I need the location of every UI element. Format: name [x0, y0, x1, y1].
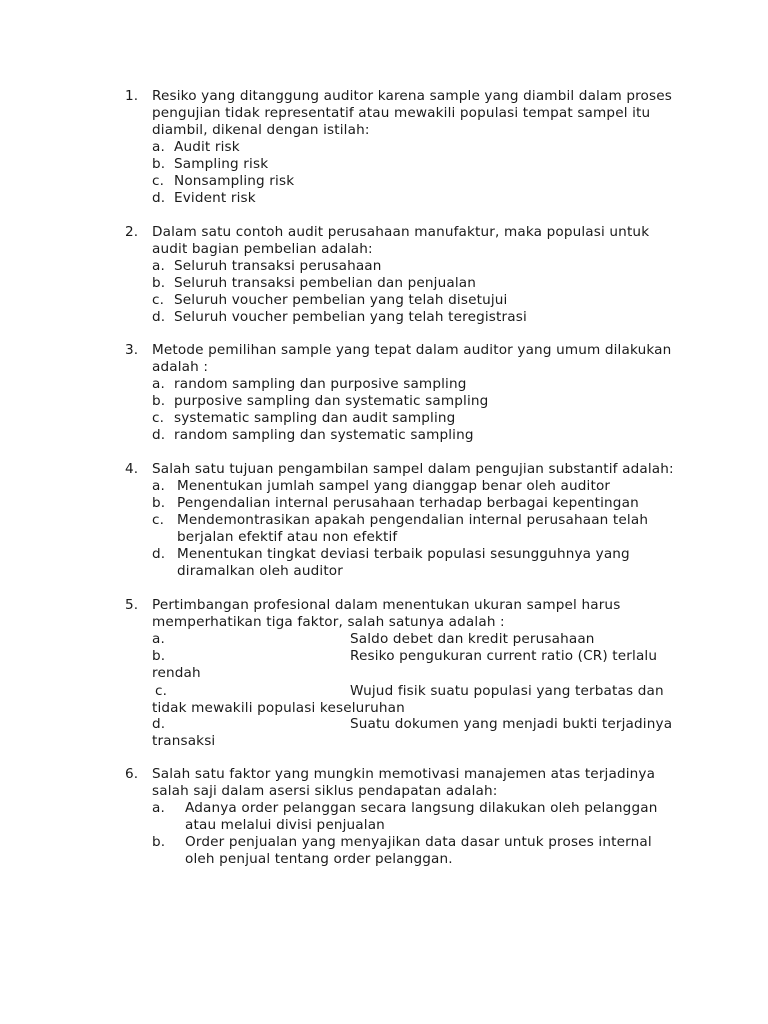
option-text-continued: berjalan efektif atau non efektif [177, 529, 398, 545]
option-letter: c. [155, 683, 168, 699]
question-text-line: salah saji dalam asersi siklus pendapatan adalah: [152, 783, 498, 799]
option-letter: a. [152, 376, 165, 392]
option-text: Saldo debet dan kredit perusahaan [350, 631, 595, 647]
option-letter: d. [152, 190, 166, 206]
question-number: 5. [125, 597, 139, 613]
option-text: Menentukan jumlah sampel yang dianggap benar oleh auditor [177, 478, 611, 494]
question-text-line: memperhatikan tiga faktor, salah satunya adalah : [152, 614, 505, 630]
option-text: Menentukan tingkat deviasi terbaik populasi sesungguhnya yang [177, 546, 630, 562]
option-letter: c. [152, 410, 165, 426]
question-text-line: Metode pemilihan sample yang tepat dalam auditor yang umum dilakukan [152, 342, 672, 358]
option-text: Wujud fisik suatu populasi yang terbatas dan [350, 683, 664, 699]
question-text-line: pengujian tidak representatif atau mewakili populasi tempat sampel itu [152, 105, 651, 121]
option-text-continued: transaksi [152, 733, 216, 749]
option-letter: a. [152, 478, 165, 494]
option-text: random sampling dan purposive sampling [174, 376, 467, 392]
option-letter: b. [152, 156, 166, 172]
option-text: systematic sampling dan audit sampling [174, 410, 456, 426]
option-text-continued: atau melalui divisi penjualan [185, 817, 385, 833]
option-letter: d. [152, 309, 166, 325]
option-text-continued: oleh penjual tentang order pelanggan. [185, 851, 453, 867]
option-letter: c. [152, 292, 165, 308]
option-text: Order penjualan yang menyajikan data dasar untuk proses internal [185, 834, 652, 850]
option-letter: b. [152, 834, 166, 850]
option-text: Suatu dokumen yang menjadi bukti terjadinya [350, 716, 673, 732]
question-number: 3. [125, 342, 139, 358]
option-text: purposive sampling dan systematic sampling [174, 393, 489, 409]
option-text: Nonsampling risk [174, 173, 295, 189]
option-letter: d. [152, 427, 166, 443]
option-letter: a. [152, 800, 165, 816]
option-text: Seluruh voucher pembelian yang telah teregistrasi [174, 309, 527, 325]
question-text-line: Salah satu faktor yang mungkin memotivasi manajemen atas terjadinya [152, 766, 656, 782]
option-text-continued: tidak mewakili populasi keseluruhan [152, 700, 405, 716]
option-text: Seluruh voucher pembelian yang telah disetujui [174, 292, 508, 308]
question-text-line: audit bagian pembelian adalah: [152, 241, 373, 257]
option-text-continued: diramalkan oleh auditor [177, 563, 344, 579]
option-text: Mendemontrasikan apakah pengendalian internal perusahaan telah [177, 512, 649, 528]
question-text-line: adalah : [152, 359, 209, 375]
option-text: Resiko pengukuran current ratio (CR) terlalu [350, 648, 658, 664]
option-text: Pengendalian internal perusahaan terhadap berbagai kepentingan [177, 495, 639, 511]
question-text-line: Pertimbangan profesional dalam menentukan ukuran sampel harus [152, 597, 621, 613]
option-text: Adanya order pelanggan secara langsung dilakukan oleh pelanggan [185, 800, 658, 816]
option-text: Evident risk [174, 190, 256, 206]
question-number: 1. [125, 88, 139, 104]
option-letter: c. [152, 173, 165, 189]
option-letter: c. [152, 512, 165, 528]
option-letter: b. [152, 393, 166, 409]
option-letter: b. [152, 275, 166, 291]
option-text: Audit risk [174, 139, 240, 155]
option-letter: d. [152, 546, 166, 562]
question-text-line: Resiko yang ditanggung auditor karena sample yang diambil dalam proses [152, 88, 672, 104]
option-text: Sampling risk [174, 156, 269, 172]
question-text-line: Salah satu tujuan pengambilan sampel dalam pengujian substantif adalah: [152, 461, 674, 477]
option-letter: b. [152, 648, 166, 664]
option-text: random sampling dan systematic sampling [174, 427, 474, 443]
question-number: 6. [125, 766, 139, 782]
option-text-continued: rendah [152, 665, 201, 681]
option-letter: d. [152, 716, 166, 732]
option-text: Seluruh transaksi perusahaan [174, 258, 382, 274]
option-letter: b. [152, 495, 166, 511]
option-text: Seluruh transaksi pembelian dan penjualan [174, 275, 476, 291]
question-number: 4. [125, 461, 139, 477]
option-letter: a. [152, 139, 165, 155]
question-number: 2. [125, 224, 139, 240]
question-text-line: diambil, dikenal dengan istilah: [152, 122, 370, 138]
option-letter: a. [152, 631, 165, 647]
option-letter: a. [152, 258, 165, 274]
question-text-line: Dalam satu contoh audit perusahaan manufaktur, maka populasi untuk [152, 224, 650, 240]
